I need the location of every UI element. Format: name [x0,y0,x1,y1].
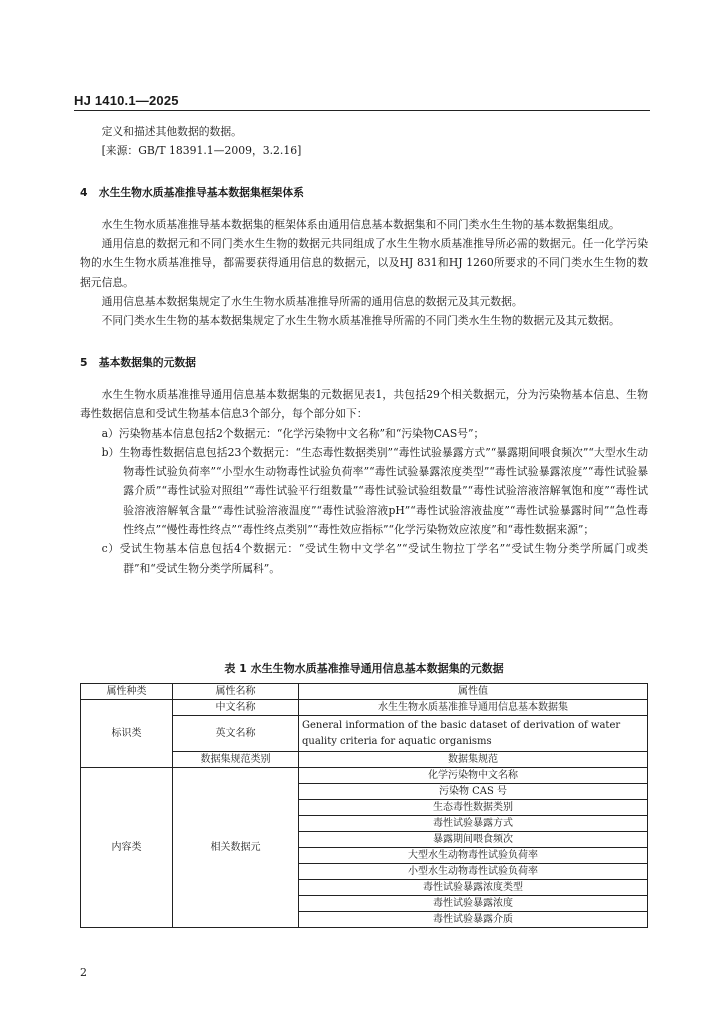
list-item: b）生物毒性数据信息包括23个数据元：“生态毒性数据类别”“毒性试验暴露方式”“暴露期间喂食频次”“大型水生动物毒性试验负荷率”“小型水生动物毒性试验负荷率”“毒性试验暴露浓度类型”“毒性试验暴露浓度”“毒性试验暴露介质”“毒性试验对照组”“毒性试验平行组数量”“毒性试验试验组数量”“毒性试验溶液溶解氧饱和度”“毒性试验溶液溶解氧含量”“毒性试验溶液温度”“毒性试验溶液pH”“毒性试验溶液盐度”“毒性试验暴露时间”“急性毒性终点”“慢性毒性终点”“毒性终点类别”“毒性效应指标”“化学污染物效应浓度”和“毒性数据来源”； [101,445,648,537]
data-element-value: 毒性试验暴露介质 [299,912,648,928]
attribute-name: 中文名称 [173,700,299,716]
attribute-value: 水生生物水质基准推导通用信息基本数据集 [299,700,648,716]
table-caption: 表 1 水生生物水质基准推导通用信息基本数据集的元数据 [224,662,504,675]
table-header-cell: 属性种类 [81,684,173,700]
data-element-value: 大型水生动物毒性试验负荷率 [299,848,648,864]
document-number-header: HJ 1410.1—2025 [74,93,179,108]
attribute-name: 相关数据元 [173,768,299,928]
attribute-name: 英文名称 [173,716,299,752]
page-number: 2 [80,966,87,979]
data-element-value: 毒性试验暴露方式 [299,816,648,832]
section-4-number: 4 [80,185,88,199]
table-header-row [81,684,648,700]
data-element-value: 化学污染物中文名称 [299,768,648,784]
attribute-value: General information of the basic dataset of derivation of water quality criteria for aquatic organisms [299,716,648,752]
intro-definition: 定义和描述其他数据的数据。 [101,125,242,138]
document-body [80,122,648,578]
attribute-value: 数据集规范 [299,752,648,768]
data-element-value: 暴露期间喂食频次 [299,832,648,848]
section-4-paragraph: 通用信息的数据元和不同门类水生生物的数据元共同组成了水生生物水质基准推导所必需的数据元。任一化学污染物的水生生物水质基准推导，都需要获得通用信息的数据元，以及HJ 831和HJ 1260所要求的不同门类水生生物的数据元信息。 [80,237,648,289]
attribute-name: 数据集规范类别 [173,752,299,768]
list-item: c）受试生物基本信息包括4个数据元：“受试生物中文学名”“受试生物拉丁学名”“受试生物分类学所属门或类群”和“受试生物分类学所属科”。 [101,542,648,575]
metadata-table [80,683,648,928]
section-4-paragraph: 通用信息基本数据集规定了水生生物水质基准推导所需的通用信息的数据元及其元数据。 [101,295,523,309]
section-5-title: 基本数据集的元数据 [98,355,196,369]
table-row [81,700,648,716]
section-5-number: 5 [80,355,88,369]
data-element-value: 生态毒性数据类别 [299,800,648,816]
list-item: a）污染物基本信息包括2个数据元：“化学污染物中文名称”和“污染物CAS号”； [101,426,485,440]
data-element-value: 污染物 CAS 号 [299,784,648,800]
section-5-heading [80,353,648,372]
data-element-value: 毒性试验暴露浓度类型 [299,880,648,896]
section-4-title: 水生生物水质基准推导基本数据集框架体系 [98,185,304,199]
section-4-paragraph: 不同门类水生生物的基本数据集规定了水生生物水质基准推导所需的不同门类水生生物的数据元及其元数据。 [101,314,620,328]
table-header-cell: 属性值 [299,684,648,700]
section-4-paragraph: 水生生物水质基准推导基本数据集的框架体系由通用信息基本数据集和不同门类水生生物的基本数据集组成。 [101,217,620,231]
table-header-cell: 属性名称 [173,684,299,700]
data-element-value: 小型水生动物毒性试验负荷率 [299,864,648,880]
category-identification: 标识类 [81,700,173,768]
intro-source: [来源：GB/T 18391.1—2009，3.2.16] [101,144,302,158]
header-rule [74,110,650,111]
section-4-heading [80,183,648,202]
data-element-value: 毒性试验暴露浓度 [299,896,648,912]
section-5-paragraph: 水生生物水质基准推导通用信息基本数据集的元数据见表1，共包括29个相关数据元，分为污染物基本信息、生物毒性数据信息和受试生物基本信息3个部分，每个部分如下： [80,387,648,421]
category-content: 内容类 [81,768,173,928]
table-row [81,768,648,784]
